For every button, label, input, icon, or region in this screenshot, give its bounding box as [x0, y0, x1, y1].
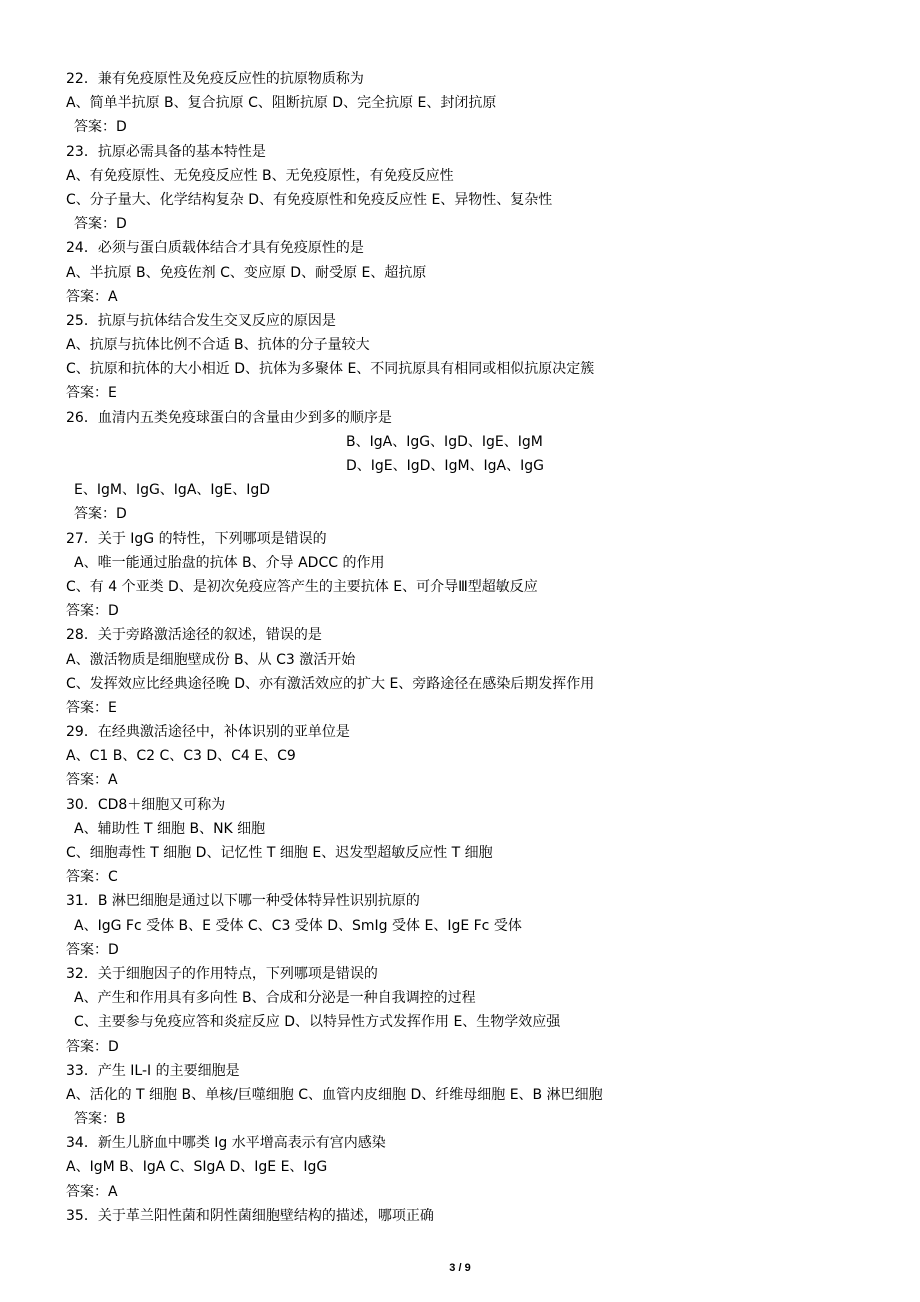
options-28-b: C、发挥效应比经典途径晚 D、亦有激活效应的扩大 E、旁路途径在感染后期发挥作用 — [66, 675, 595, 692]
answer-30: 答案：C — [66, 869, 118, 886]
answer-32: 答案：D — [66, 1038, 119, 1055]
answer-31: 答案：D — [66, 941, 119, 958]
question-33: 33．产生 IL-I 的主要细胞是 — [66, 1062, 240, 1079]
question-26: 26．血清内五类免疫球蛋白的含量由少到多的顺序是 — [66, 409, 392, 426]
question-34: 34．新生儿脐血中哪类 Ig 水平增高表示有宫内感染 — [66, 1135, 386, 1152]
page-number: 3 / 9 — [449, 1262, 471, 1274]
question-25: 25．抗原与抗体结合发生交叉反应的原因是 — [66, 312, 336, 329]
options-32-b: C、主要参与免疫应答和炎症反应 D、以特异性方式发挥作用 E、生物学效应强 — [74, 1014, 561, 1031]
options-32-a: A、产生和作用具有多向性 B、合成和分泌是一种自我调控的过程 — [74, 990, 476, 1007]
question-28: 28．关于旁路激活途径的叙述，错误的是 — [66, 627, 322, 644]
options-30-a: A、辅助性 T 细胞 B、NK 细胞 — [74, 820, 266, 837]
option-26-b: B、IgA、IgG、IgD、IgE、IgM — [346, 433, 543, 450]
answer-27: 答案：D — [66, 603, 119, 620]
options-25-a: A、抗原与抗体比例不合适 B、抗体的分子量较大 — [66, 337, 370, 354]
answer-29: 答案：A — [66, 772, 118, 789]
question-27: 27．关于 IgG 的特性，下列哪项是错误的 — [66, 530, 327, 547]
question-35: 35．关于革兰阳性菌和阴性菌细胞壁结构的描述，哪项正确 — [66, 1207, 434, 1224]
option-26-d: D、IgE、IgD、IgM、IgA、IgG — [346, 458, 544, 474]
options-23-b: C、分子量大、化学结构复杂 D、有免疫原性和免疫反应性 E、异物性、复杂性 — [66, 191, 553, 208]
question-30: 30．CD8＋细胞又可称为 — [66, 796, 226, 813]
answer-23: 答案：D — [74, 216, 127, 233]
options-25-b: C、抗原和抗体的大小相近 D、抗体为多聚体 E、不同抗原具有相同或相似抗原决定簇 — [66, 361, 595, 378]
options-26-row-1 — [66, 430, 856, 454]
answer-24: 答案：A — [66, 288, 118, 305]
options-33: A、活化的 T 细胞 B、单核/巨噬细胞 C、血管内皮细胞 D、纤维母细胞 E、B 淋巴细胞 — [66, 1086, 603, 1103]
question-22: 22．兼有免疫原性及免疫反应性的抗原物质称为 — [66, 71, 364, 87]
answer-22: 答案：D — [74, 119, 127, 136]
question-24: 24．必须与蛋白质载体结合才具有免疫原性的是 — [66, 240, 364, 257]
question-32: 32．关于细胞因子的作用特点，下列哪项是错误的 — [66, 965, 378, 982]
answer-33: 答案：B — [74, 1111, 126, 1128]
options-24: A、半抗原 B、免疫佐剂 C、变应原 D、耐受原 E、超抗原 — [66, 264, 427, 281]
answer-26: 答案：D — [74, 506, 127, 523]
answer-25: 答案：E — [66, 385, 117, 402]
options-34: A、IgM B、IgA C、SIgA D、IgE E、IgG — [66, 1159, 328, 1176]
answer-28: 答案：E — [66, 699, 117, 716]
options-27-b: C、有 4 个亚类 D、是初次免疫应答产生的主要抗体 E、可介导Ⅲ型超敏反应 — [66, 578, 538, 595]
options-30-b: C、细胞毒性 T 细胞 D、记忆性 T 细胞 E、迟发型超敏反应性 T 细胞 — [66, 845, 493, 861]
options-23-a: A、有免疫原性、无免疫反应性 B、无免疫原性，有免疫反应性 — [66, 167, 454, 184]
question-23: 23．抗原必需具备的基本特性是 — [66, 143, 266, 160]
option-26-e: E、IgM、IgG、IgA、IgE、IgD — [74, 482, 271, 499]
question-list — [66, 67, 856, 1228]
options-29: A、C1 B、C2 C、C3 D、C4 E、C9 — [66, 748, 296, 765]
options-31: A、IgG Fc 受体 B、E 受体 C、C3 受体 D、SmIg 受体 E、IgE Fc 受体 — [74, 917, 522, 934]
options-22: A、简单半抗原 B、复合抗原 C、阻断抗原 D、完全抗原 E、封闭抗原 — [66, 95, 497, 112]
options-27-a: A、唯一能通过胎盘的抗体 B、介导 ADCC 的作用 — [74, 554, 385, 571]
question-31: 31．B 淋巴细胞是通过以下哪一种受体特异性识别抗原的 — [66, 893, 420, 910]
question-29: 29．在经典激活途径中，补体识别的亚单位是 — [66, 724, 350, 741]
options-26-row-2 — [66, 454, 856, 478]
options-28-a: A、激活物质是细胞壁成份 B、从 C3 激活开始 — [66, 651, 356, 668]
answer-34: 答案：A — [66, 1183, 118, 1200]
